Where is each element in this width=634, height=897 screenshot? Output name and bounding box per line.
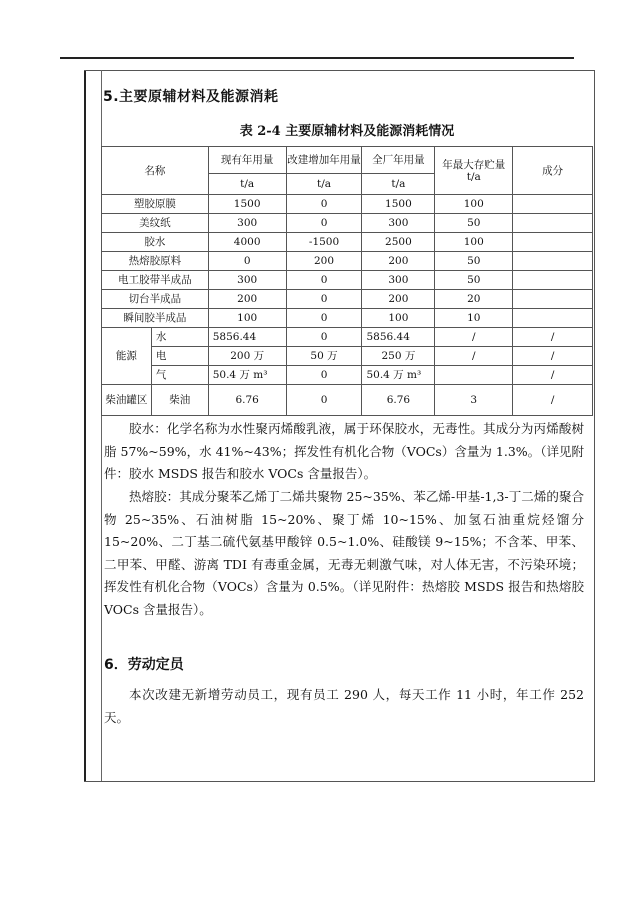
table-row (102, 195, 593, 214)
storage-value: / (435, 328, 513, 347)
material-name: 美纹纸 (102, 214, 209, 233)
change-value: 0 (286, 385, 362, 416)
change-value: 0 (286, 214, 362, 233)
header-current: 现有年用量 (208, 147, 286, 174)
labor-title: 6．劳动定员 (104, 657, 184, 673)
hotmelt-paragraph: 热熔胶：其成分聚苯乙烯丁二烯共聚物 25~35%、苯乙烯-甲基-1,3-丁二烯的聚合物 25~35%、石油树脂 15~20%、聚丁烯 10~15%、加氢石油重烷烃馏分 15~20%、二丁基二硫代氨基甲酸锌 0.5~1.0%、硅酸镁 9~15%；不含苯、甲苯、二甲苯、甲醛、游离 TDI 有毒重金属，无毒无刺激气味，对人体无害，不污染环境；挥发性有机化合物（VOCs）含量为 0.5%。（详见附件：热熔胶 MSDS 报告和热熔胶 VOCs 含量报告）。 (104, 489, 584, 617)
unit-total: t/a (362, 174, 435, 195)
energy-name: 气 (151, 366, 208, 385)
storage-value: / (435, 347, 513, 366)
change-value: 0 (286, 271, 362, 290)
total-value: 2500 (362, 233, 435, 252)
header-name: 名称 (102, 147, 209, 195)
composition-value: / (513, 366, 593, 385)
storage-value: 50 (435, 214, 513, 233)
table-row (102, 252, 593, 271)
material-name: 瞬间胶半成品 (102, 309, 209, 328)
change-value: 0 (286, 328, 362, 347)
table-row (102, 328, 593, 347)
change-value: -1500 (286, 233, 362, 252)
change-value: 0 (286, 366, 362, 385)
current-value: 1500 (208, 195, 286, 214)
current-value: 300 (208, 214, 286, 233)
total-value: 250 万 (362, 347, 435, 366)
storage-value: 10 (435, 309, 513, 328)
total-value: 100 (362, 309, 435, 328)
labor-paragraph: 本次改建无新增劳动员工，现有员工 290 人，每天工作 11 小时，年工作 252 天。 (104, 687, 584, 725)
storage-value: 100 (435, 233, 513, 252)
material-name: 塑胶原膜 (102, 195, 209, 214)
current-value: 5856.44 (208, 328, 286, 347)
frame-bottom-line (84, 781, 594, 782)
composition-value: / (513, 385, 593, 416)
current-value: 0 (208, 252, 286, 271)
material-name: 电工胶带半成品 (102, 271, 209, 290)
header-max-storage: 年最大存贮量 t/a (435, 147, 513, 195)
unit-current: t/a (208, 174, 286, 195)
storage-value: 100 (435, 195, 513, 214)
current-value: 6.76 (208, 385, 286, 416)
composition-value: / (513, 347, 593, 366)
total-value: 50.4 万 m³ (362, 366, 435, 385)
composition-value: / (513, 328, 593, 347)
material-name: 热熔胶原料 (102, 252, 209, 271)
table-row (102, 385, 593, 416)
table-row (102, 233, 593, 252)
table-row (102, 290, 593, 309)
storage-value: 50 (435, 271, 513, 290)
storage-value: 50 (435, 252, 513, 271)
change-value: 0 (286, 195, 362, 214)
energy-name: 电 (151, 347, 208, 366)
current-value: 200 万 (208, 347, 286, 366)
change-value: 200 (286, 252, 362, 271)
current-value: 4000 (208, 233, 286, 252)
total-value: 1500 (362, 195, 435, 214)
glue-paragraph: 胶水：化学名称为水性聚丙烯酸乳液，属于环保胶水，无毒性。其成分为丙烯酸树脂 57%~59%，水 41%~43%；挥发性有机化合物（VOCs）含量为 1.3%。（详见附件：胶水 MSDS 报告和胶水 VOCs 含量报告）。 (104, 421, 584, 481)
table-row (102, 347, 593, 366)
total-value: 200 (362, 290, 435, 309)
table-row (102, 366, 593, 385)
composition-value (513, 271, 593, 290)
header-rule (60, 57, 574, 59)
header-total: 全厂年用量 (362, 147, 435, 174)
total-value: 200 (362, 252, 435, 271)
composition-value (513, 290, 593, 309)
storage-value: 20 (435, 290, 513, 309)
composition-value (513, 195, 593, 214)
composition-value (513, 252, 593, 271)
composition-value (513, 214, 593, 233)
storage-value (435, 366, 513, 385)
materials-table (101, 146, 593, 416)
current-value: 50.4 万 m³ (208, 366, 286, 385)
diesel-group-label: 柴油罐区 (102, 385, 152, 416)
material-name: 切台半成品 (102, 290, 209, 309)
table-row (102, 214, 593, 233)
current-value: 200 (208, 290, 286, 309)
energy-name: 水 (151, 328, 208, 347)
change-value: 0 (286, 290, 362, 309)
current-value: 300 (208, 271, 286, 290)
table-row (102, 309, 593, 328)
current-value: 100 (208, 309, 286, 328)
section-title: 5.主要原辅材料及能源消耗 (103, 89, 279, 105)
change-value: 50 万 (286, 347, 362, 366)
table-row (102, 271, 593, 290)
total-value: 5856.44 (362, 328, 435, 347)
storage-value: 3 (435, 385, 513, 416)
header-composition: 成分 (513, 147, 593, 195)
header-change: 改建增加年用量 (286, 147, 362, 174)
composition-value (513, 309, 593, 328)
total-value: 300 (362, 214, 435, 233)
energy-group-label: 能源 (102, 328, 152, 385)
diesel-name: 柴油 (151, 385, 208, 416)
unit-change: t/a (286, 174, 362, 195)
composition-value (513, 233, 593, 252)
table-caption: 表 2-4 主要原辅材料及能源消耗情况 (239, 124, 455, 139)
change-value: 0 (286, 309, 362, 328)
total-value: 300 (362, 271, 435, 290)
material-name: 胶水 (102, 233, 209, 252)
total-value: 6.76 (362, 385, 435, 416)
frame-top-line (84, 70, 594, 71)
